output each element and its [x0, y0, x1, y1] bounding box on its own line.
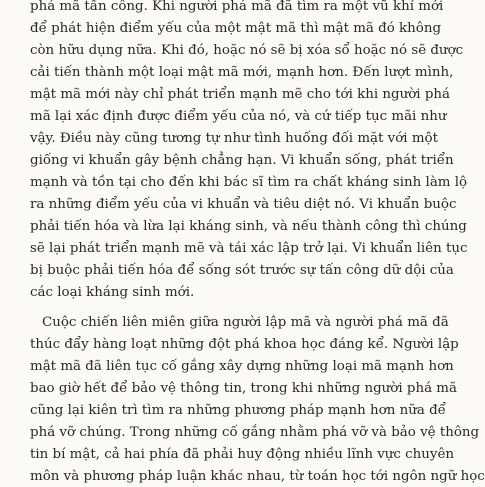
text-line: phải tiến hóa và lừa lại kháng sinh, và nếu thành công thì chúng — [30, 219, 467, 234]
text-line: các loại kháng sinh mới. — [30, 285, 195, 300]
text-line: Cuộc chiến liên miên giữa người lập mã và người phá mã đã — [42, 315, 449, 330]
text-line: mật mã mới này chỉ phát triển mạnh mẽ cho tới khi người phá — [30, 87, 451, 102]
text-line: ra những điểm yếu của vi khuẩn và tiêu diệt nó. Vi khuẩn buộc — [30, 197, 457, 212]
text-line: sẽ lại phát triển mạnh mẽ và tái xác lập trở lại. Vi khuẩn liên tục — [30, 241, 468, 256]
text-line: giống vi khuẩn gây bệnh chẳng hạn. Vi khuẩn sống, phát triển — [30, 153, 454, 168]
text-line: để phát hiện điểm yếu của một mật mã thì mật mã đó không — [30, 21, 442, 36]
text-line: mạnh và tồn tại cho đến khi bác sĩ tìm ra chất kháng sinh làm lộ — [30, 175, 468, 190]
text-line: còn hữu dụng nữa. Khi đó, hoặc nó sẽ bị xóa sổ hoặc nó sẽ được — [30, 43, 464, 58]
text-line: phá mã tấn công. Khi người phá mã đã tìm ra một vũ khí mới — [30, 0, 444, 14]
text-line: bao giờ hết để bảo vệ thông tin, trong khi những người phá mã — [30, 381, 457, 396]
text-line: vậy. Điều này cũng tương tự như tình huống đối mặt với một — [30, 131, 438, 146]
text-line: môn và phương pháp luận khác nhau, từ toán học tới ngôn ngữ học — [30, 469, 485, 484]
text-line: tin bí mật, cả hai phía đã phải huy động nhiều lĩnh vực chuyên — [30, 447, 455, 462]
text-line: mật mã đã liên tục cố gắng xây dựng những loại mã mạnh hơn — [30, 359, 454, 374]
text-line: thúc đẩy hàng loạt những đột phá khoa học đáng kể. Người lập — [30, 337, 459, 352]
text-line: phá vỡ chúng. Trong những cố gắng nhằm phá vỡ và bảo vệ thông — [30, 425, 480, 440]
text-line: cũng lại kiên trì tìm ra những phương pháp mạnh hơn nữa để — [30, 403, 446, 418]
text-line: mã lại xác định được điểm yếu của nó, và cứ tiếp tục mãi như — [30, 109, 447, 124]
text-line: bị buộc phải tiến hóa để sống sót trước sự tấn công dữ dội của — [30, 263, 454, 278]
text-line: cải tiến thành một loại mật mã mới, mạnh hơn. Đến lượt mình, — [30, 65, 454, 80]
